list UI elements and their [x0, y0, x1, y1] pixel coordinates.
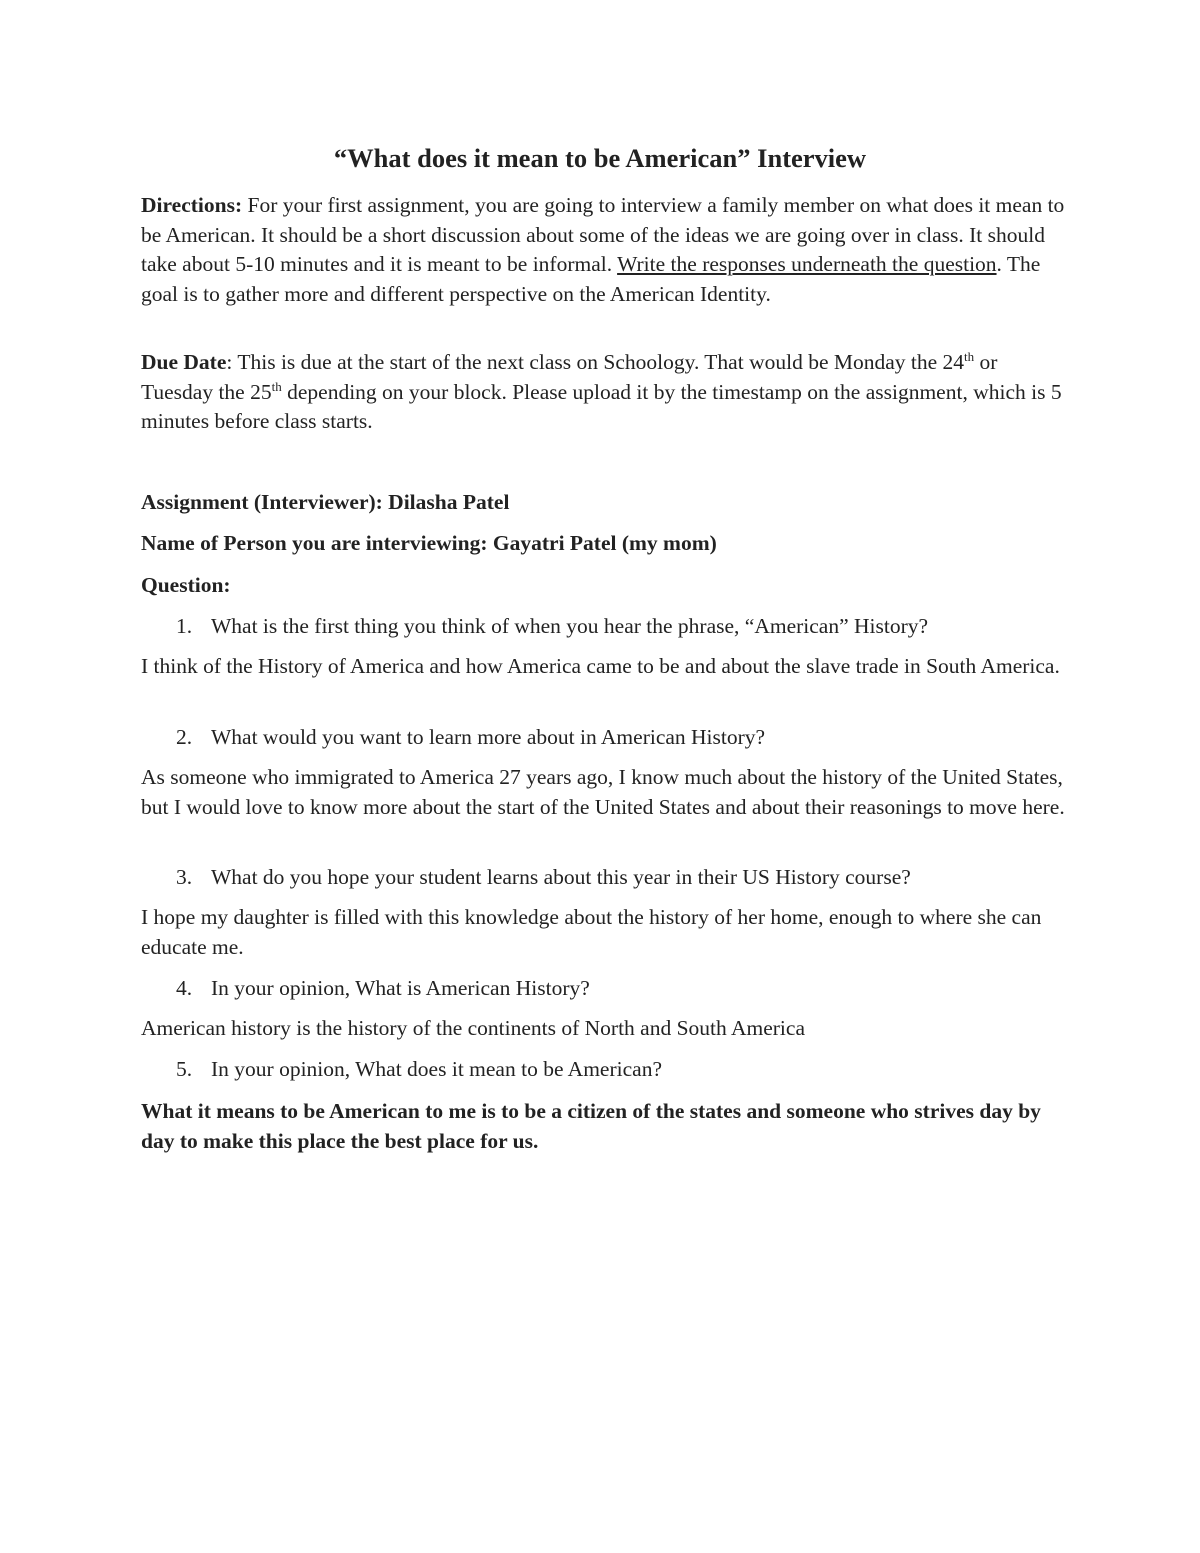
interviewee-line: Name of Person you are interviewing: Gayatri Patel (my mom)	[141, 531, 717, 555]
answer-text: American history is the history of the continents of North and South America	[141, 1016, 805, 1040]
due-date-text-1: : This is due at the start of the next class on Schoology. That would be Monday the 24	[226, 350, 965, 374]
answer-text: As someone who immigrated to America 27 years ago, I know much about the history of the United States, but I would love to know more about the start of the United States and about their reasonings to move here.	[141, 765, 1065, 819]
question-number: 2.	[176, 725, 193, 749]
due-date-text-2: or Tuesday the 25	[141, 350, 998, 404]
question-text: What is the first thing you think of when you hear the phrase, “American” History?	[211, 614, 929, 638]
question-number: 4.	[176, 976, 193, 1000]
directions-text: For your first assignment, you are going to interview a family member on what does it mean to be American. It should be a short discussion about some of the ideas we are going over in class. It should take about 5-10 minutes and it is meant to be informal.	[141, 193, 1065, 276]
question-number: 1.	[176, 614, 193, 638]
answer-text-bold: What it means to be American to me is to be a citizen of the states and someone who strives day by day to make this place the best place for us.	[141, 1099, 1041, 1153]
due-date-label: Due Date	[141, 350, 227, 374]
answer-text: I hope my daughter is filled with this knowledge about the history of her home, enough to where she can educate me.	[141, 905, 1042, 959]
due-date-text-3: depending on your block. Please upload it by the timestamp on the assignment, which is 5 minutes before class starts.	[141, 379, 1062, 433]
due-date-sup-2: th	[271, 378, 282, 394]
due-date-paragraph	[141, 348, 1071, 437]
question-number: 5.	[176, 1057, 193, 1081]
question-text: In your opinion, What does it mean to be American?	[211, 1057, 662, 1081]
question-text: What do you hope your student learns about this year in their US History course?	[211, 865, 911, 889]
question-text: In your opinion, What is American History?	[211, 976, 590, 1000]
question-number: 3.	[176, 865, 193, 889]
directions-text-end: . The goal is to gather more and different perspective on the American Identity.	[141, 252, 1041, 306]
document-title: “What does it mean to be American” Interview	[333, 143, 867, 173]
due-date-sup-1: th	[964, 348, 975, 364]
directions-label: Directions:	[141, 193, 243, 217]
question-text: What would you want to learn more about in American History?	[211, 725, 766, 749]
assignment-line: Assignment (Interviewer): Dilasha Patel	[141, 490, 510, 514]
answer-text: I think of the History of America and how America came to be and about the slave trade in South America.	[141, 654, 1060, 678]
directions-paragraph	[141, 191, 1071, 309]
directions-underlined-text: Write the responses underneath the question	[617, 252, 997, 276]
question-heading: Question:	[141, 573, 231, 597]
